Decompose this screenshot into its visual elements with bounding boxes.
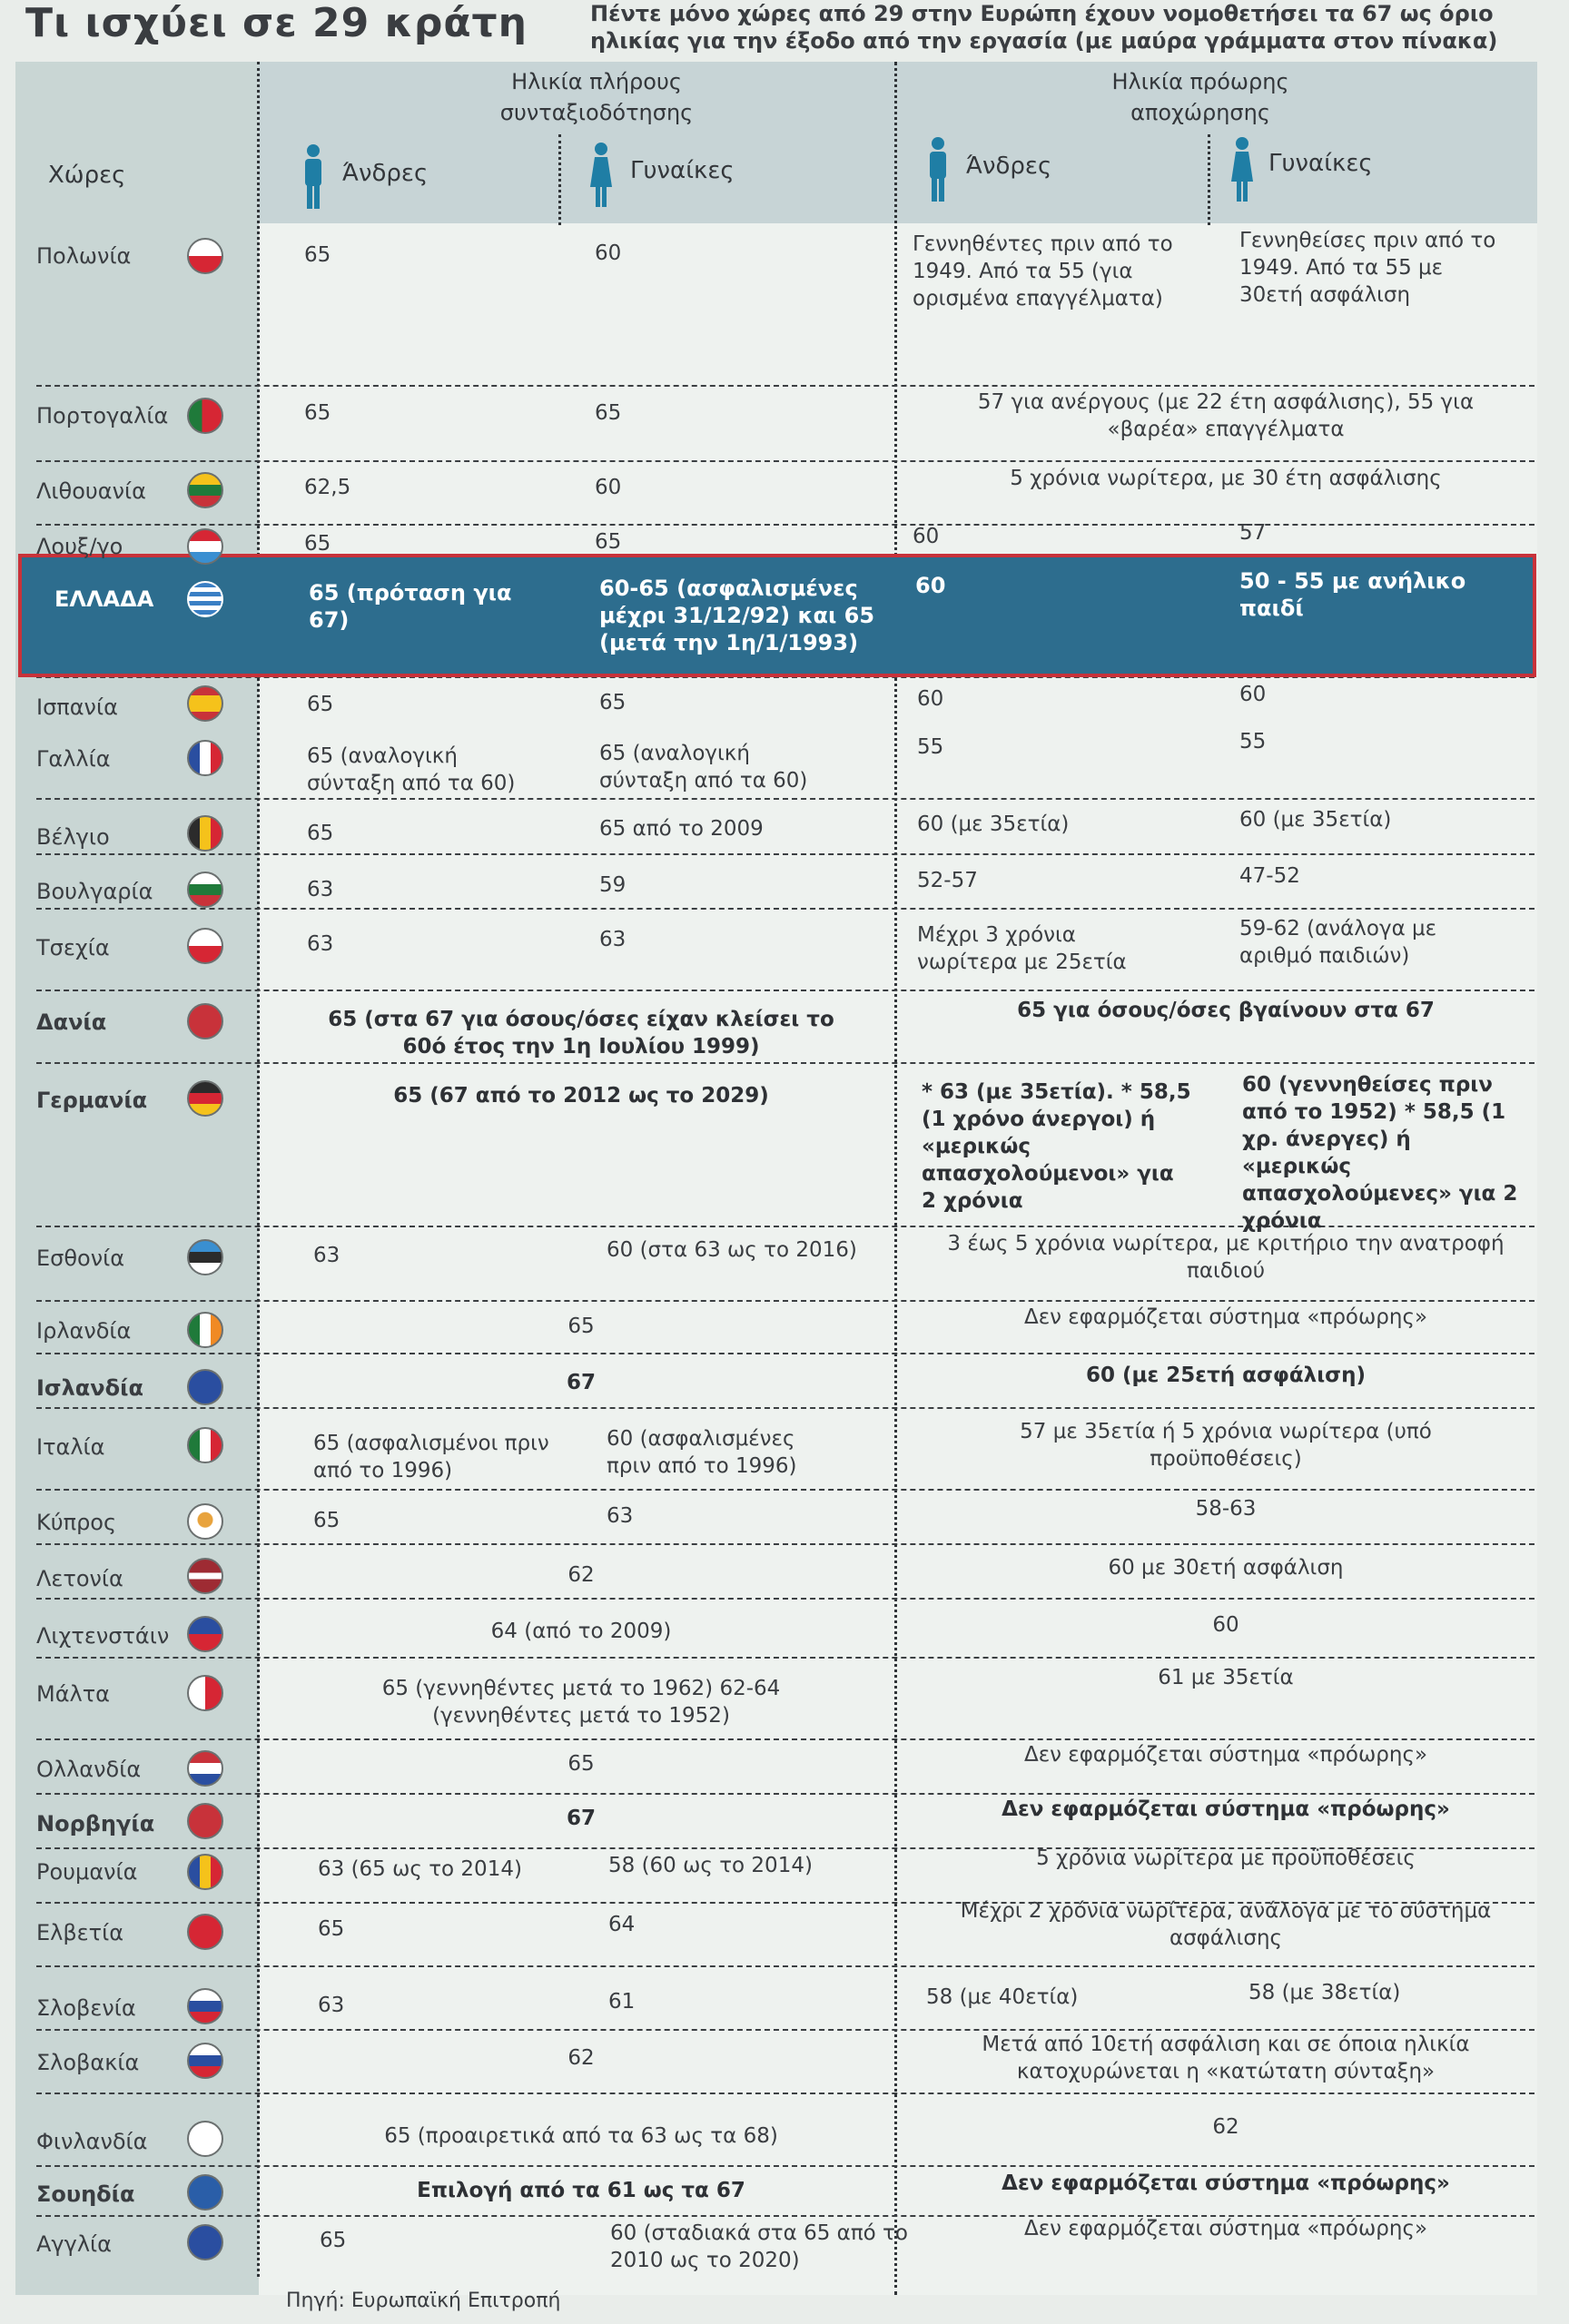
luxembourg-flag-icon — [187, 528, 223, 565]
country-name: Λουξ/γο — [36, 534, 123, 559]
cell-full-women: 60 (στα 63 ως το 2016) — [607, 1238, 857, 1262]
switzerland-flag-icon — [187, 1914, 223, 1950]
header-early-retirement: Ηλικία πρόωρης αποχώρησης — [1111, 69, 1289, 125]
cell-full-women: 60 (ασφαλισμένες πριν από το 1996) — [607, 1427, 797, 1478]
lithuania-flag-icon — [187, 472, 223, 508]
spain-flag-icon — [187, 685, 223, 722]
cell-full-both: 67 — [566, 1371, 596, 1394]
cell-full-women: 58 (60 ως το 2014) — [608, 1854, 813, 1877]
country-name: Τσεχία — [36, 935, 110, 960]
country-name: Λετονία — [36, 1566, 123, 1591]
norway-flag-icon — [187, 1803, 223, 1839]
country-name: Μάλτα — [36, 1681, 110, 1707]
cell-early-women: Γεννηθείσες πριν από το 1949. Από τα 55 με 30ετή ασφάλιση — [1239, 229, 1496, 307]
cell-full-women: 65 — [599, 691, 627, 714]
cell-full-both: 62 — [567, 2046, 595, 2070]
country-name: Κύπρος — [36, 1510, 117, 1535]
cell-full-men: 62,5 — [304, 476, 351, 499]
denmark-flag-icon — [187, 1003, 223, 1039]
country-name: Σουηδία — [36, 2181, 135, 2207]
cell-early-women: 60 (με 35ετία) — [1239, 808, 1392, 832]
row-separator — [36, 1407, 1534, 1409]
cell-full-women: 60-65 (ασφαλισμένες μέχρι 31/12/92) και 65 (μετά την 1η/1/1993) — [599, 576, 875, 655]
bulgaria-flag-icon — [187, 872, 223, 908]
cell-full-women: 65 — [595, 530, 622, 554]
cell-early-both: 57 για ανέργους (με 22 έτη ασφάλισης), 55 για «βαρέα» επαγγέλματα — [977, 390, 1475, 441]
cell-early-men: 60 (με 35ετία) — [917, 812, 1070, 836]
cell-early-both: 3 έως 5 χρόνια νωρίτερα, με κριτήριο την ανατροφή παιδιού — [947, 1232, 1505, 1283]
country-name: Ιταλία — [36, 1434, 105, 1460]
uk-flag-icon — [187, 2224, 223, 2260]
cell-full-both: Επιλογή από τα 61 ως τα 67 — [417, 2179, 745, 2202]
greece-flag-icon — [187, 581, 223, 617]
poland-flag-icon — [187, 238, 223, 274]
country-name: Βέλγιο — [36, 824, 110, 850]
row-separator — [36, 1738, 1534, 1740]
country-name: Λιχτενστάιν — [36, 1623, 170, 1649]
liechtenstein-flag-icon — [187, 1616, 223, 1652]
row-separator — [36, 460, 1534, 462]
cell-early-both: Δεν εφαρμόζεται σύστημα «πρόωρης» — [1023, 1305, 1428, 1329]
cell-early-women: 55 — [1239, 730, 1267, 753]
row-separator — [36, 1300, 1534, 1302]
country-name: Γαλλία — [36, 746, 111, 772]
cell-full-women: 60 (σταδιακά στα 65 από το 2010 ως το 2020) — [610, 2221, 908, 2272]
cell-full-women: 65 (αναλογική σύνταξη από τα 60) — [599, 742, 808, 793]
page-title: Τι ισχύει σε 29 κράτη — [25, 0, 528, 46]
cell-early-both: 65 για όσους/όσες βγαίνουν στα 67 — [1017, 999, 1435, 1022]
cell-early-men: 58 (με 40ετία) — [926, 1985, 1079, 2009]
cell-early-both: Μέχρι 2 χρόνια νωρίτερα, ανάλογα με το σύστημα ασφάλισης — [960, 1899, 1492, 1950]
cell-full-women: 61 — [608, 1990, 636, 2014]
cell-full-men: 65 — [320, 2229, 347, 2252]
cell-early-women: 59-62 (ανάλογα με αριθμό παιδιών) — [1239, 917, 1437, 968]
sweden-flag-icon — [187, 2174, 223, 2211]
row-separator — [36, 990, 1534, 991]
cell-full-men: 63 — [313, 1244, 340, 1267]
country-name: Ολλανδία — [36, 1757, 142, 1782]
country-name: Σλοβενία — [36, 1995, 136, 2021]
cell-full-men: 65 — [313, 1509, 340, 1532]
cell-early-both: Μετά από 10ετή ασφάλιση και σε όποια ηλικία κατοχυρώνεται η «κατώτατη σύνταξη» — [982, 2033, 1470, 2083]
row-separator — [36, 2093, 1534, 2094]
woman-icon — [1230, 136, 1254, 202]
country-name: Δανία — [36, 1009, 107, 1035]
cell-full-both: 65 (προαιρετικά από τα 63 ως τα 68) — [384, 2124, 778, 2148]
row-separator — [36, 798, 1534, 800]
row-separator — [36, 908, 1534, 910]
country-name: Ισλανδία — [36, 1375, 143, 1401]
country-name: Βουλγαρία — [36, 879, 153, 904]
man-icon — [301, 143, 325, 209]
cell-early-both: 5 χρόνια νωρίτερα, με 30 έτη ασφάλισης — [1010, 467, 1442, 490]
country-name: Εσθονία — [36, 1246, 125, 1271]
cell-early-both: 5 χρόνια νωρίτερα με προϋποθέσεις — [1036, 1846, 1416, 1870]
row-separator — [36, 1598, 1534, 1600]
divider — [257, 62, 260, 2277]
cell-early-women: 47-52 — [1239, 864, 1300, 888]
header-full-pension: Ηλικία πλήρους συνταξιοδότησης — [499, 69, 694, 125]
cell-full-women: 64 — [608, 1913, 636, 1936]
cell-early-both: 61 με 35ετία — [1158, 1666, 1294, 1689]
cell-full-both: 65 — [567, 1315, 595, 1338]
cell-early-both: Δεν εφαρμόζεται σύστημα «πρόωρης» — [1002, 2171, 1450, 2195]
row-separator — [36, 853, 1534, 855]
country-name: ΕΛΛΑΔΑ — [54, 586, 154, 612]
country-name: Αγγλία — [36, 2231, 112, 2257]
country-name: Ρουμανία — [36, 1859, 138, 1885]
cell-full-women: 60 — [595, 241, 622, 265]
italy-flag-icon — [187, 1427, 223, 1463]
cell-full-women: 59 — [599, 873, 627, 897]
latvia-flag-icon — [187, 1558, 223, 1594]
netherlands-flag-icon — [187, 1750, 223, 1787]
cell-early-men: 52-57 — [917, 869, 978, 892]
country-name: Ελβετία — [36, 1920, 124, 1945]
cell-full-men: 65 — [304, 401, 331, 425]
cell-early-men: Μέχρι 3 χρόνια νωρίτερα με 25ετία — [917, 923, 1127, 974]
cell-full-men: 63 — [307, 878, 334, 901]
cell-early-both: 60 — [1212, 1613, 1239, 1637]
cell-full-both: 65 — [567, 1752, 595, 1776]
cell-full-women: 60 — [595, 476, 622, 499]
row-separator — [36, 1965, 1534, 1967]
row-separator — [36, 524, 1534, 526]
cell-full-women: 63 — [607, 1504, 634, 1528]
cell-full-both: 65 (στα 67 για όσους/όσες είχαν κλείσει το 60ό έτος την 1η Ιουλίου 1999) — [328, 1008, 834, 1059]
country-name: Πολωνία — [36, 243, 132, 269]
cell-full-women: 65 από το 2009 — [599, 817, 764, 841]
cell-full-men: 65 (ασφαλισμένοι πριν από το 1996) — [313, 1432, 549, 1482]
header-men-full: Άνδρες — [342, 160, 429, 187]
romania-flag-icon — [187, 1854, 223, 1890]
row-separator — [36, 1353, 1534, 1354]
cell-full-men: 63 — [318, 1994, 345, 2017]
slovakia-flag-icon — [187, 2043, 223, 2079]
country-name: Ισπανία — [36, 694, 118, 720]
cell-full-men: 65 — [304, 532, 331, 556]
cell-early-both: Δεν εφαρμόζεται σύστημα «πρόωρης» — [1023, 2217, 1428, 2240]
cell-early-women: 57 — [1239, 521, 1267, 545]
portugal-flag-icon — [187, 398, 223, 434]
iceland-flag-icon — [187, 1369, 223, 1405]
cell-early-both: Δεν εφαρμόζεται σύστημα «πρόωρης» — [1002, 1797, 1450, 1821]
cell-full-both: 64 (από το 2009) — [490, 1620, 672, 1643]
cell-early-both: 60 με 30ετή ασφάλιση — [1108, 1556, 1344, 1580]
header-women-full: Γυναίκες — [630, 157, 735, 184]
cell-early-both: 58-63 — [1195, 1497, 1257, 1521]
malta-flag-icon — [187, 1675, 223, 1711]
cell-early-both: 60 (με 25ετή ασφάλιση) — [1086, 1364, 1366, 1387]
cyprus-flag-icon — [187, 1503, 223, 1540]
row-separator — [36, 1793, 1534, 1795]
row-separator — [36, 1657, 1534, 1659]
ireland-flag-icon — [187, 1312, 223, 1348]
country-name: Νορβηγία — [36, 1811, 155, 1837]
header-countries: Χώρες — [48, 162, 126, 189]
cell-early-women: 60 (γεννηθείσες πριν από το 1952) * 58,5 (1 χρ. άνεργες) ή «μερικώς απασχολούμενες» για 2 χρόνια — [1242, 1073, 1518, 1233]
cell-full-women: 65 — [595, 401, 622, 425]
header-men-early: Άνδρες — [966, 153, 1052, 180]
page-subtitle: Πέντε μόνο χώρες από 29 στην Ευρώπη έχουν νομοθετήσει τα 67 ως όριο ηλικίας για την έξοδο από την εργασία (με μαύρα γράμματα στον πίνακα) — [590, 1, 1498, 54]
cell-full-men: 65 — [307, 822, 334, 845]
estonia-flag-icon — [187, 1239, 223, 1275]
cell-full-men: 65 — [307, 693, 334, 716]
cell-full-men: 63 (65 ως το 2014) — [318, 1857, 522, 1881]
country-name: Πορτογαλία — [36, 403, 169, 428]
cell-early-men: 60 — [915, 573, 946, 598]
cell-early-women: 50 - 55 με ανήλικο παιδί — [1239, 568, 1466, 621]
cell-full-both: 65 (γεννηθέντες μετά το 1962) 62-64 (γεννηθέντες μετά το 1952) — [381, 1677, 781, 1728]
cell-full-both: 65 (67 από το 2012 ως το 2029) — [393, 1084, 769, 1108]
row-separator — [36, 1543, 1534, 1545]
country-name: Ιρλανδία — [36, 1318, 132, 1344]
cell-full-men: 65 (αναλογική σύνταξη από τα 60) — [307, 744, 516, 795]
cell-early-both: 57 με 35ετία ή 5 χρόνια νωρίτερα (υπό προϋποθέσεις) — [1020, 1420, 1432, 1471]
cell-early-women: 58 (με 38ετία) — [1248, 1981, 1401, 2004]
country-name: Σλοβακία — [36, 2050, 140, 2075]
cell-full-men: 65 (πρόταση για 67) — [309, 580, 512, 633]
cell-early-men: 60 — [917, 687, 944, 711]
row-separator — [36, 385, 1534, 387]
france-flag-icon — [187, 740, 223, 776]
belgium-flag-icon — [187, 815, 223, 852]
cell-early-men: * 63 (με 35ετία). * 58,5 (1 χρόνο άνεργοι) ή «μερικώς απασχολούμενοι» για 2 χρόνια — [922, 1080, 1191, 1213]
cell-early-men: 60 — [913, 525, 940, 548]
man-icon — [926, 136, 950, 202]
header-women-early: Γυναίκες — [1268, 150, 1373, 177]
cell-early-men: 55 — [917, 735, 944, 759]
slovenia-flag-icon — [187, 1988, 223, 2024]
row-separator — [36, 1062, 1534, 1064]
divider — [558, 134, 561, 225]
country-column — [15, 62, 259, 2295]
cell-full-both: 62 — [567, 1563, 595, 1587]
woman-icon — [589, 142, 613, 207]
cell-full-men: 65 — [318, 1917, 345, 1941]
cell-early-men: Γεννηθέντες πριν από το 1949. Από τα 55 (για ορισμένα επαγγέλματα) — [913, 232, 1173, 310]
divider — [1208, 134, 1210, 225]
row-separator — [36, 1489, 1534, 1491]
row-separator — [36, 2165, 1534, 2167]
cell-early-women: 60 — [1239, 683, 1267, 706]
finland-flag-icon — [187, 2121, 223, 2157]
source-note: Πηγή: Ευρωπαϊκή Επιτροπή — [286, 2290, 561, 2312]
divider — [894, 62, 897, 2295]
cell-early-both: 62 — [1212, 2115, 1239, 2139]
czech-flag-icon — [187, 928, 223, 964]
cell-full-women: 63 — [599, 928, 627, 951]
cell-full-men: 63 — [307, 932, 334, 956]
country-name: Γερμανία — [36, 1088, 148, 1113]
germany-flag-icon — [187, 1080, 223, 1117]
cell-early-both: Δεν εφαρμόζεται σύστημα «πρόωρης» — [1023, 1743, 1428, 1767]
country-name: Φινλανδία — [36, 2129, 148, 2154]
cell-full-both: 67 — [566, 1807, 596, 1830]
country-name: Λιθουανία — [36, 478, 146, 504]
cell-full-men: 65 — [304, 243, 331, 267]
